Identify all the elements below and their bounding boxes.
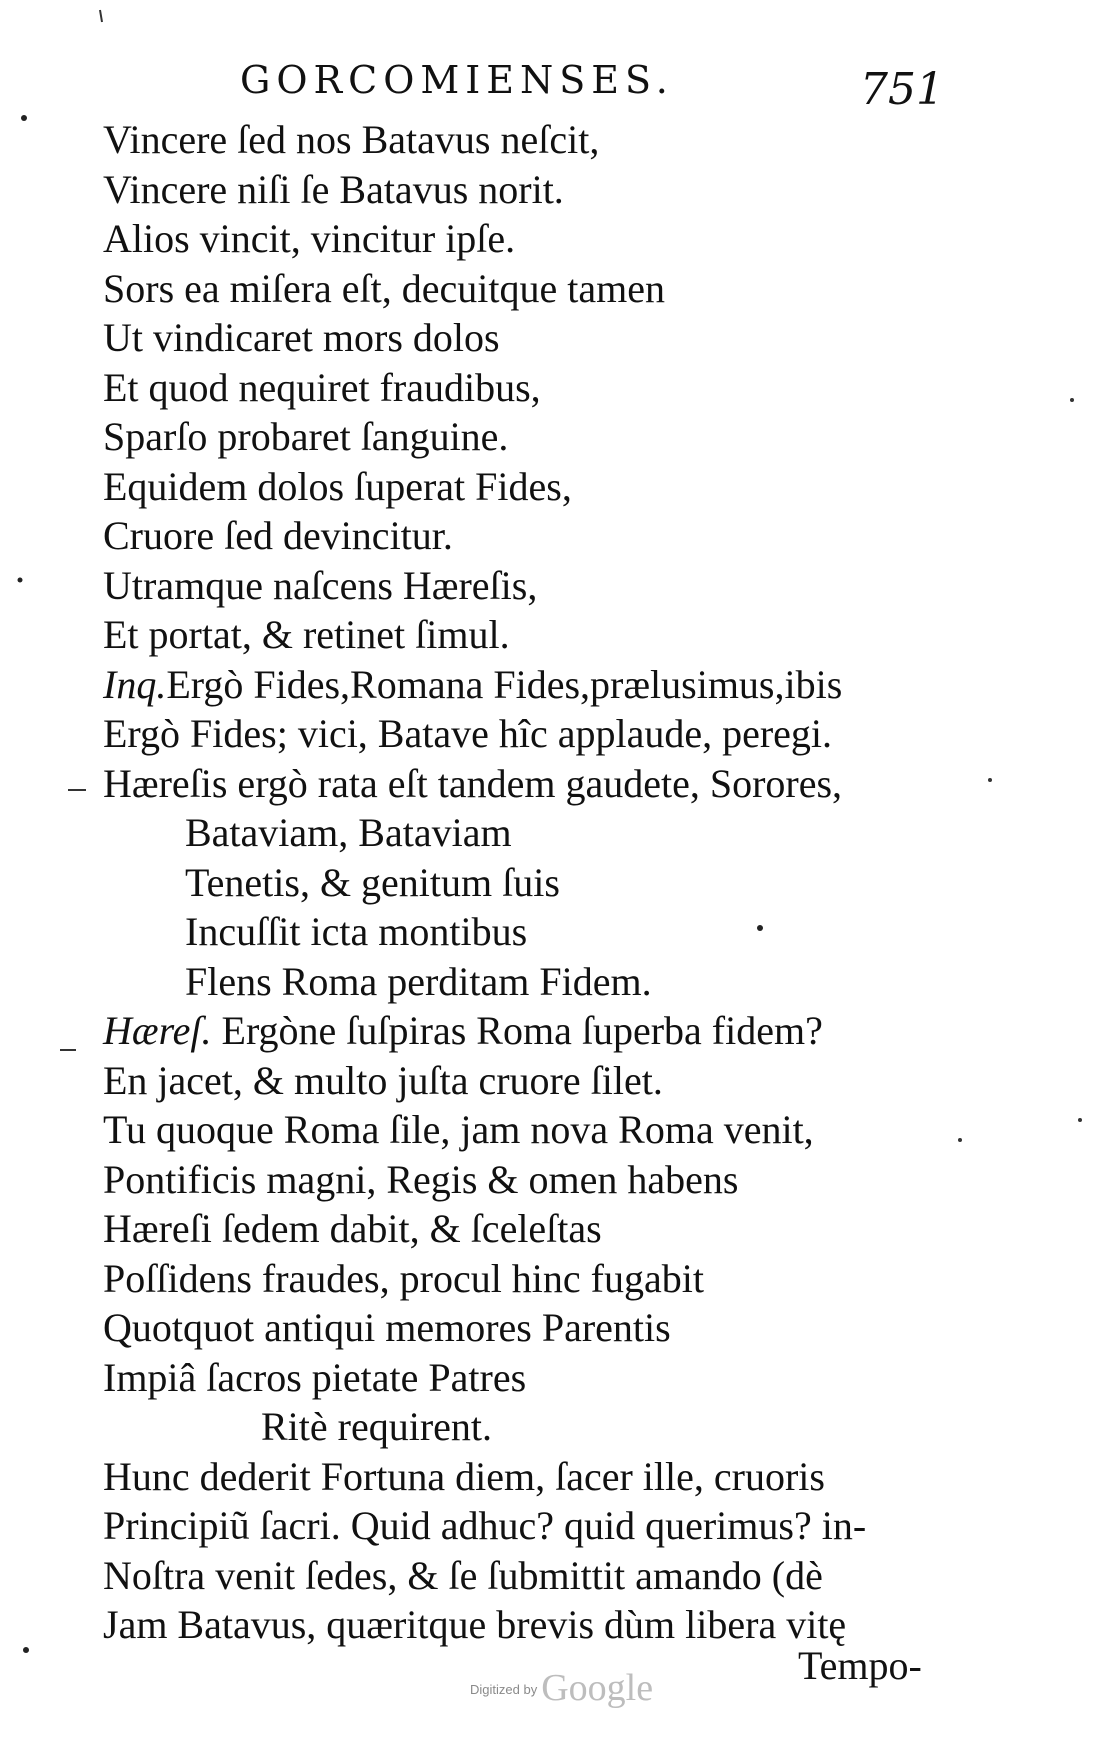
text-line: Poſſidens fraudes, procul hinc fugabit bbox=[103, 1255, 704, 1301]
text-line: Cruore ſed devincitur. bbox=[103, 513, 453, 558]
text-line: En jacet, & multo juſta cruore ſilet. bbox=[103, 1057, 663, 1103]
speck bbox=[958, 1138, 962, 1142]
text-line: Utramque naſcens Hæreſis, bbox=[103, 562, 538, 608]
speaker-label: Inq. bbox=[103, 661, 167, 707]
text-line: Tu quoque Roma ſile, jam nova Roma venit, bbox=[103, 1107, 814, 1152]
speaker-text: Ergòne ſuſpiras Roma ſuperba fidem? bbox=[221, 1008, 823, 1053]
indented-line: Tenetis, & genitum ſuis bbox=[185, 859, 560, 905]
speaker-text: Ergò Fides,Romana Fides,prælusimus,ibis bbox=[166, 661, 843, 707]
speck bbox=[757, 925, 763, 931]
text-line: Alios vincit, vincitur ipſe. bbox=[103, 216, 516, 261]
speaker-label: Hæreſ. bbox=[103, 1008, 212, 1053]
catchword: Tempo- bbox=[798, 1643, 922, 1688]
text-line: Ergò Fides; vici, Batave hîc applaude, peregi. bbox=[103, 711, 833, 756]
speck bbox=[23, 1647, 29, 1653]
watermark-brand: Google bbox=[541, 1667, 654, 1709]
text-line: Sparſo probaret ſanguine. bbox=[103, 414, 509, 459]
text-line: Quotquot antiqui memores Parentis bbox=[103, 1305, 671, 1350]
text-line: Hunc dederit Fortuna diem, ſacer ille, cruoris bbox=[103, 1453, 825, 1499]
running-title: GORCOMIENSES. bbox=[240, 58, 674, 102]
text-line: Equidem dolos ſuperat Fides, bbox=[103, 463, 572, 509]
speck bbox=[988, 778, 992, 782]
text-line: Hæreſi ſedem dabit, & ſceleſtas bbox=[103, 1206, 602, 1251]
text-line: Jam Batavus, quæritque brevis dùm libera vitę bbox=[103, 1602, 847, 1647]
speck bbox=[18, 578, 23, 583]
watermark-prefix: Digitized by bbox=[470, 1682, 538, 1697]
text-line: Et quod nequiret fraudibus, bbox=[103, 364, 541, 410]
text-line: Ut vindicaret mors dolos bbox=[103, 315, 500, 360]
speck bbox=[21, 115, 27, 121]
speck bbox=[1078, 1118, 1082, 1122]
text-line: Impiâ ſacros pietate Patres bbox=[103, 1354, 527, 1400]
indented-line: Incuſſit icta montibus bbox=[185, 909, 528, 954]
text-line: Pontificis magni, Regis & omen habens bbox=[103, 1156, 739, 1202]
text-line: Vincere niſi ſe Batavus norit. bbox=[103, 166, 564, 212]
indented-line: Ritè requirent. bbox=[261, 1404, 493, 1449]
text-line: Noſtra venit ſedes, & ſe ſubmittit amando (dè bbox=[103, 1552, 823, 1598]
text-line: Vincere ſed nos Batavus neſcit, bbox=[103, 117, 600, 162]
text-line: Sors ea miſera eſt, decuitque tamen bbox=[103, 265, 666, 311]
text-line: Hæreſis ergò rata eſt tandem gaudete, Sorores, bbox=[103, 760, 843, 806]
page-number: 751 bbox=[860, 64, 944, 115]
indented-line: Flens Roma perditam Fidem. bbox=[185, 958, 652, 1004]
indented-line: Bataviam, Bataviam bbox=[185, 810, 512, 855]
speck bbox=[1070, 398, 1074, 402]
speck bbox=[100, 10, 102, 22]
text-line: Principiũ ſacri. Quid adhuc? quid querimus? in- bbox=[103, 1503, 867, 1548]
text-line: Et portat, & retinet ſimul. bbox=[103, 612, 510, 657]
